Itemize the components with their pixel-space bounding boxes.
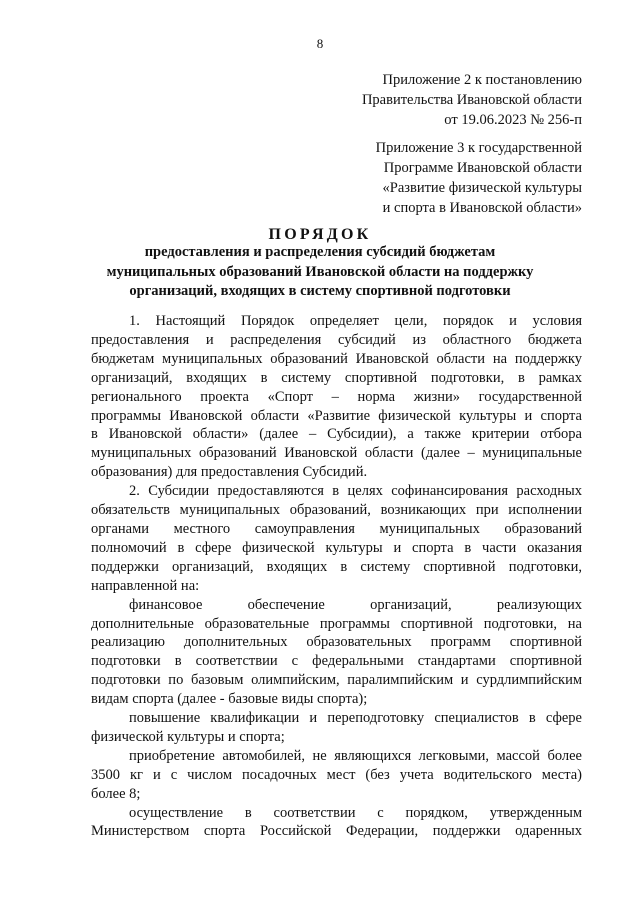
paragraph-line: Министерством спорта Российской Федерации, поддержки одаренных <box>91 823 582 840</box>
paragraph-line: видам спорта (далее - базовые виды спорта); <box>91 691 368 708</box>
paragraph-line: реализацию дополнительных образовательных программ спортивной <box>91 634 582 651</box>
paragraph-line: регионального проекта «Спорт – норма жизни» государственной <box>91 388 582 405</box>
appendix-line: Программе Ивановской области <box>383 160 582 176</box>
paragraph-line: 2. Субсидии предоставляются в целях софинансирования расходных <box>129 483 582 500</box>
paragraph-line: образования) для предоставления Субсидий. <box>91 464 368 481</box>
paragraph <box>91 312 582 482</box>
paragraph-line: обязательств муниципальных образований, возникающих при исполнении <box>91 502 582 519</box>
paragraph-line: программы Ивановской области «Развитие физической культуры и спорта <box>91 407 582 424</box>
page-number: 8 <box>316 36 324 51</box>
paragraph-line: дополнительные образовательные программы спортивной подготовки, на <box>91 615 582 632</box>
paragraph-line: подготовки в соответствии с федеральными стандартами спортивной <box>91 653 582 670</box>
paragraph-line: в Ивановской области» (далее – Субсидии), а также критерии отбора <box>91 426 582 443</box>
paragraph-line: 1. Настоящий Порядок определяет цели, порядок и условия <box>129 313 582 329</box>
paragraph-line: приобретение автомобилей, не являющихся легковыми, массой более <box>129 747 582 764</box>
paragraph-line: финансовое обеспечение организаций, реализующих <box>129 596 582 613</box>
paragraph-line: направленной на: <box>91 577 200 594</box>
subtitle-line: предоставления и распределения субсидий бюджетам <box>144 244 496 260</box>
appendix-note-resolution <box>362 70 582 130</box>
document-title: ПОРЯДОК <box>268 226 372 243</box>
paragraph-line: поддержки организаций, входящих в систему спортивной подготовки, <box>91 558 582 575</box>
paragraph-line: предоставления и распределения субсидий из областного бюджета <box>91 331 582 348</box>
paragraph-line: полномочий в сфере физической культуры и спорта в части оказания <box>91 539 582 556</box>
appendix-line: Приложение 2 к постановлению <box>382 72 582 88</box>
paragraph-line: физической культуры и спорта; <box>91 728 285 745</box>
appendix-line: «Развитие физической культуры <box>382 180 582 196</box>
paragraph <box>91 482 582 595</box>
document-subtitle <box>60 243 580 302</box>
paragraph-line: повышение квалификации и переподготовку специалистов в сфере <box>129 710 582 727</box>
paragraph <box>91 596 582 709</box>
paragraph-line: бюджетам муниципальных образований Ивановской области на поддержку <box>91 350 582 367</box>
appendix-line: Приложение 3 к государственной <box>375 140 582 156</box>
paragraph-line: подготовки по базовым олимпийским, паралимпийским и сурдлимпийским <box>91 672 582 689</box>
document-body <box>91 312 582 841</box>
appendix-line: Правительства Ивановской области <box>361 92 582 108</box>
paragraph <box>91 709 582 747</box>
paragraph <box>91 747 582 804</box>
appendix-note-program <box>376 138 582 218</box>
paragraph-line: муниципальных образований Ивановской области (далее – муниципальные <box>91 445 582 462</box>
paragraph-line: более 8; <box>91 785 141 802</box>
paragraph-line: 3500 кг и с числом посадочных мест (без учета водительского места) <box>91 766 582 783</box>
paragraph-line: организаций, входящих в систему спортивной подготовки, в рамках <box>91 369 582 386</box>
paragraph <box>91 804 582 842</box>
subtitle-line: организаций, входящих в систему спортивной подготовки <box>129 283 511 299</box>
appendix-line: от 19.06.2023 № 256-п <box>444 112 582 128</box>
paragraph-line: осуществление в соответствии с порядком, утвержденным <box>129 804 582 821</box>
subtitle-line: муниципальных образований Ивановской области на поддержку <box>106 263 534 280</box>
paragraph-line: органами местного самоуправления муниципальных образований <box>91 520 582 537</box>
appendix-line: и спорта в Ивановской области» <box>382 200 582 216</box>
